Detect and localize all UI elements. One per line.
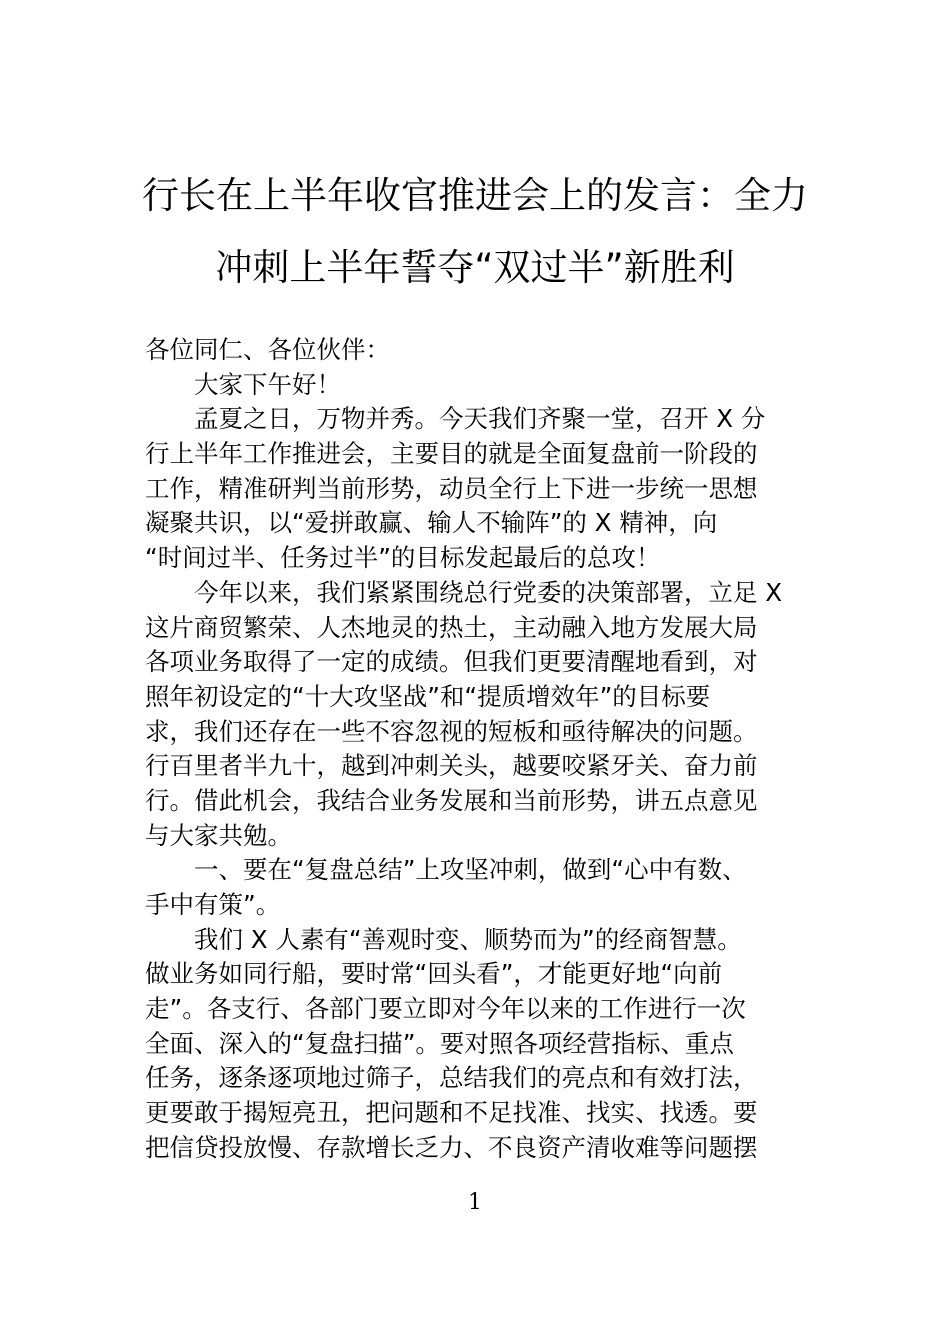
body-line: 照年初设定的“十大攻坚战”和“提质增效年”的目标要 <box>145 681 711 711</box>
body-line: 求，我们还存在一些不容忽视的短板和亟待解决的问题。 <box>145 716 758 746</box>
page-number: 1 <box>468 1190 482 1215</box>
body-line: 孟夏之日，万物并秀。今天我们齐聚一堂，召开 X 分 <box>194 404 766 434</box>
body-line: 全面、深入的“复盘扫描”。要对照各项经营指标、重点 <box>145 1028 734 1058</box>
body-line: “时间过半、任务过半”的目标发起最后的总攻！ <box>145 543 661 573</box>
body-line: 与大家共勉。 <box>145 820 292 850</box>
document-title-line-1: 行长在上半年收官推进会上的发言：全力 <box>142 174 808 217</box>
body-line: 我们 X 人素有“善观时变、顺势而为”的经商智慧。 <box>194 924 742 954</box>
body-line: 各项业务取得了一定的成绩。但我们更要清醒地看到，对 <box>145 647 758 677</box>
body-line: 行上半年工作推进会，主要目的就是全面复盘前一阶段的 <box>145 439 758 469</box>
document-title-line-2: 冲刺上半年誓夺“双过半”新胜利 <box>215 246 735 289</box>
body-line: 任务，逐条逐项地过筛子，总结我们的亮点和有效打法， <box>145 1063 758 1093</box>
body-line: 更要敢于揭短亮丑，把问题和不足找准、找实、找透。要 <box>145 1098 758 1128</box>
body-line: 这片商贸繁荣、人杰地灵的热土，主动融入地方发展大局 <box>145 612 758 642</box>
body-line: 今年以来，我们紧紧围绕总行党委的决策部署，立足 X <box>194 577 783 607</box>
salutation-line: 各位同仁、各位伙伴： <box>145 335 390 364</box>
section-heading-line: 一、要在“复盘总结”上攻坚冲刺，做到“心中有数、 <box>194 855 747 885</box>
document-body <box>145 333 825 1166</box>
body-line: 把信贷投放慢、存款增长乏力、不良资产清收难等问题摆 <box>145 1132 758 1162</box>
body-line: 工作，精准研判当前形势，动员全行上下进一步统一思想 <box>145 473 758 503</box>
section-heading-line: 手中有策”。 <box>145 890 281 919</box>
body-line: 做业务如同行船，要时常“回头看”，才能更好地“向前 <box>145 959 723 989</box>
body-line: 凝聚共识，以“爱拼敢赢、输人不输阵”的 X 精神，向 <box>145 508 718 538</box>
greeting-line: 大家下午好！ <box>194 369 341 399</box>
body-line: 行百里者半九十，越到冲刺关头，越要咬紧牙关、奋力前 <box>145 751 758 781</box>
body-line: 行。借此机会，我结合业务发展和当前形势，讲五点意见 <box>145 785 758 815</box>
body-line: 走”。各支行、各部门要立即对今年以来的工作进行一次 <box>145 994 746 1024</box>
